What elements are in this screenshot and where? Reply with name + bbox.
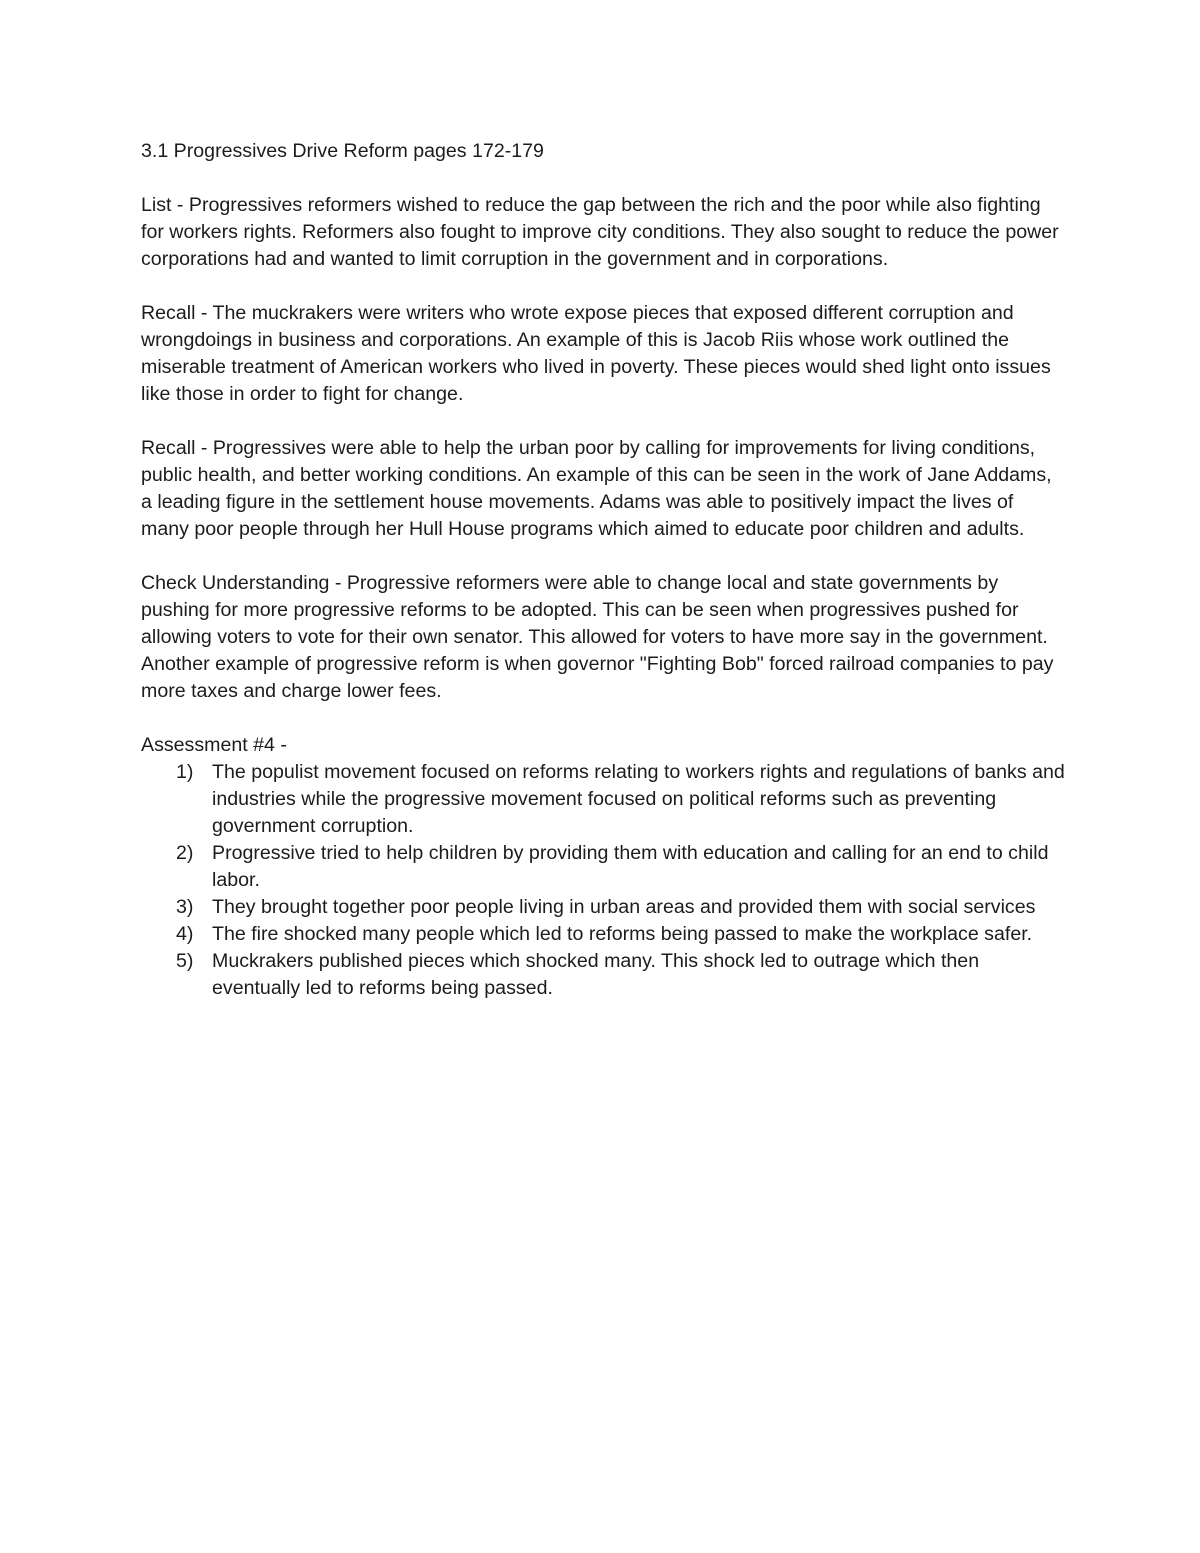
list-item-text: The populist movement focused on reforms relating to workers rights and regulations of banks and industries while the progressive movement focused on political reforms such as preventing government corruption. — [212, 761, 1065, 837]
list-item-number: 5) — [176, 950, 194, 972]
list-item-text: Muckrakers published pieces which shocked many. This shock led to outrage which then eventually led to reforms being passed. — [212, 950, 980, 999]
list-item-text: Progressive tried to help children by providing them with education and calling for an end to child labor. — [212, 842, 1049, 891]
paragraph-recall-muckrakers: Recall - The muckrakers were writers who wrote expose pieces that exposed different corruption and wrongdoings in business and corporations. An example of this is Jacob Riis whose work outlined the miserable treatment of American workers who lived in poverty. These pieces would shed light onto issues like those in order to fight for change. — [141, 302, 1051, 405]
list-item-number: 1) — [176, 761, 194, 783]
paragraph-check-understanding: Check Understanding - Progressive reformers were able to change local and state governments by pushing for more progressive reforms to be adopted. This can be seen when progressives pushed for allowing voters to vote for their own senator. This allowed for voters to have more say in the government. Another example of progressive reform is when governor "Fighting Bob" forced railroad companies to pay more taxes and charge lower fees. — [141, 572, 1054, 702]
document-body — [141, 138, 1066, 1002]
assessment-section — [141, 732, 1066, 1002]
list-item — [141, 948, 1066, 1002]
list-item — [141, 759, 1066, 840]
list-item-text: The fire shocked many people which led to reforms being passed to make the workplace safer. — [212, 923, 1033, 945]
document-heading: 3.1 Progressives Drive Reform pages 172-179 — [141, 140, 544, 162]
list-item-number: 2) — [176, 842, 194, 864]
assessment-title: Assessment #4 - — [141, 734, 287, 756]
assessment-list — [141, 759, 1066, 1002]
paragraph-list: List - Progressives reformers wished to reduce the gap between the rich and the poor while also fighting for workers rights. Reformers also fought to improve city conditions. They also sought to reduce the power corporations had and wanted to limit corruption in the government and in corporations. — [141, 194, 1059, 270]
list-item-text: They brought together poor people living in urban areas and provided them with social services — [212, 896, 1036, 918]
list-item — [141, 840, 1066, 894]
list-item — [141, 894, 1066, 921]
list-item-number: 4) — [176, 923, 194, 945]
list-item-number: 3) — [176, 896, 194, 918]
list-item — [141, 921, 1066, 948]
paragraph-recall-urban-poor: Recall - Progressives were able to help the urban poor by calling for improvements for living conditions, public health, and better working conditions. An example of this can be seen in the work of Jane Addams, a leading figure in the settlement house movements. Adams was able to positively impact the lives of many poor people through her Hull House programs which aimed to educate poor children and adults. — [141, 437, 1052, 540]
